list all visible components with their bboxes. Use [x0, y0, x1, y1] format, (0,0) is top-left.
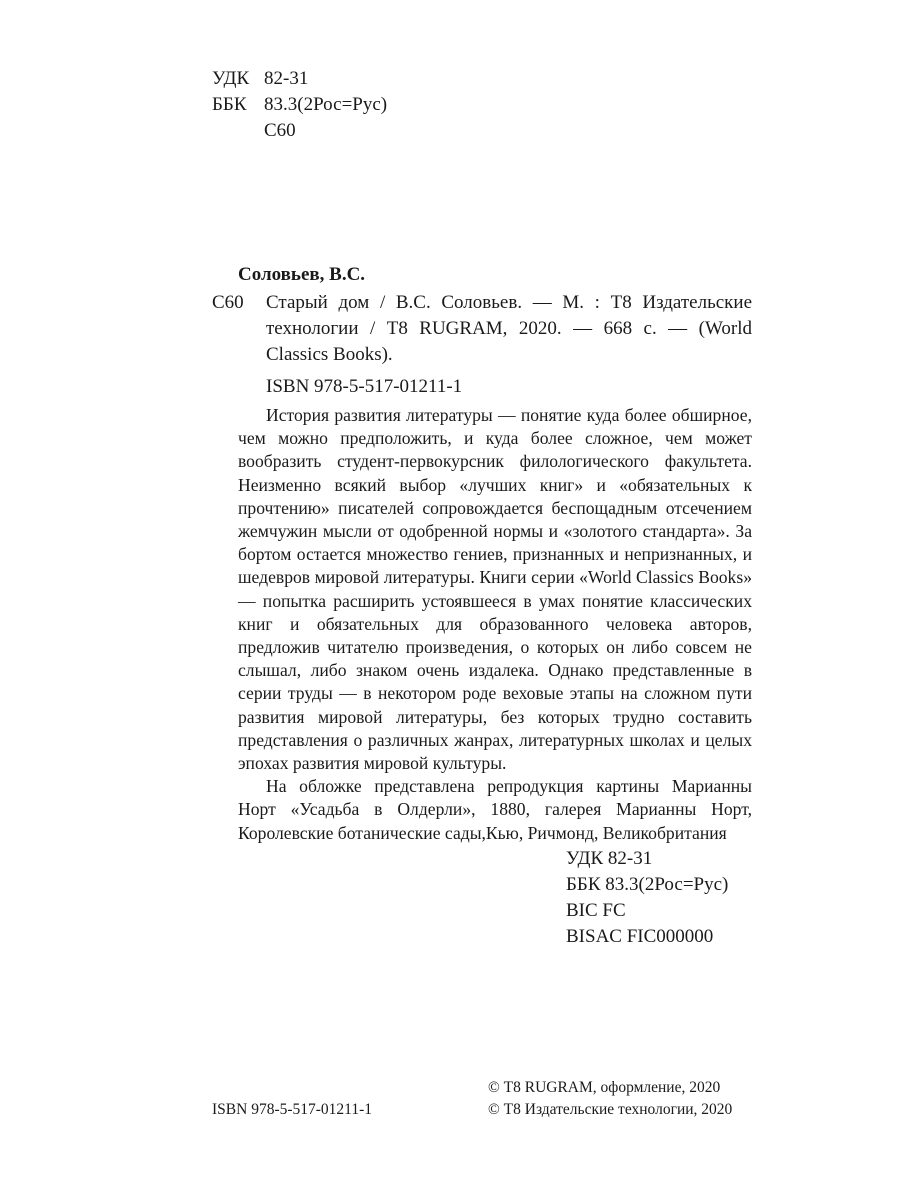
- copyright-design: © Т8 RUGRAM, оформление, 2020: [488, 1079, 721, 1096]
- record-description: Старый дом / В.С. Соловьев. — М. : Т8 Издательские технологии / Т8 RUGRAM, 2020. — 668 с. — (World Classics Books).: [266, 292, 752, 365]
- author-mark: С60: [264, 120, 296, 141]
- annotation-paragraph-cover: На обложке представлена репродукция картины Марианны Норт «Усадьба в Олдерли», 1880, галерея Марианны Норт, Королевские ботанические сады,Кью, Ричмонд, Великобритания: [238, 776, 752, 843]
- udk-label: УДК: [212, 68, 250, 89]
- record-isbn: ISBN 978-5-517-01211-1: [266, 376, 463, 397]
- bic-code: BIC FC: [566, 900, 626, 921]
- annotation: [238, 404, 752, 845]
- bbk-label: ББК: [212, 94, 247, 115]
- copyright-block: [488, 1077, 732, 1121]
- bottom-classification-block: [566, 846, 728, 950]
- copyright-publisher: © Т8 Издательские технологии, 2020: [488, 1101, 733, 1118]
- footer-isbn: ISBN 978-5-517-01211-1: [212, 1101, 373, 1118]
- annotation-paragraph-series: История развития литературы — понятие куда более обширное, чем можно предположить, и куда более сложное, чем может вообразить студент-первокурсник филологического факультета. Неизменно всякий выбор «лучших книг» и «обязательных к прочтению» писателей сопровождается беспощадным отсечением жемчужин мысли от одобренной нормы и «золотого стандарта». За бортом остается множество гениев, признанных и непризнанных, и шедевров мировой литературы. Книги серии «World Classics Books» — попытка расширить устоявшееся в умах понятие классических книг и обязательных для образованного человека авторов, предложив читателю произведения, о которых он либо совсем не слышал, либо знаком очень издалека. Однако представленные в серии труды — в некотором роде веховые этапы на сложном пути развития мировой литературы, без которых трудно составить представления о различных жанрах, литературных школах и целых эпохах развития мировой культуры.: [238, 405, 752, 774]
- bbk-value: 83.3(2Рос=Рус): [264, 94, 388, 115]
- udk-row: [212, 66, 387, 92]
- top-classification-block: [212, 66, 387, 144]
- udk-code: УДК 82-31: [566, 848, 653, 869]
- udk-value: 82-31: [264, 68, 309, 89]
- record-author-mark: С60: [212, 292, 244, 313]
- record-author: Соловьев, В.С.: [238, 264, 366, 285]
- bbk-code: ББК 83.3(2Рос=Рус): [566, 874, 729, 895]
- bisac-code: BISAC FIC000000: [566, 926, 714, 947]
- bbk-row: [212, 92, 387, 118]
